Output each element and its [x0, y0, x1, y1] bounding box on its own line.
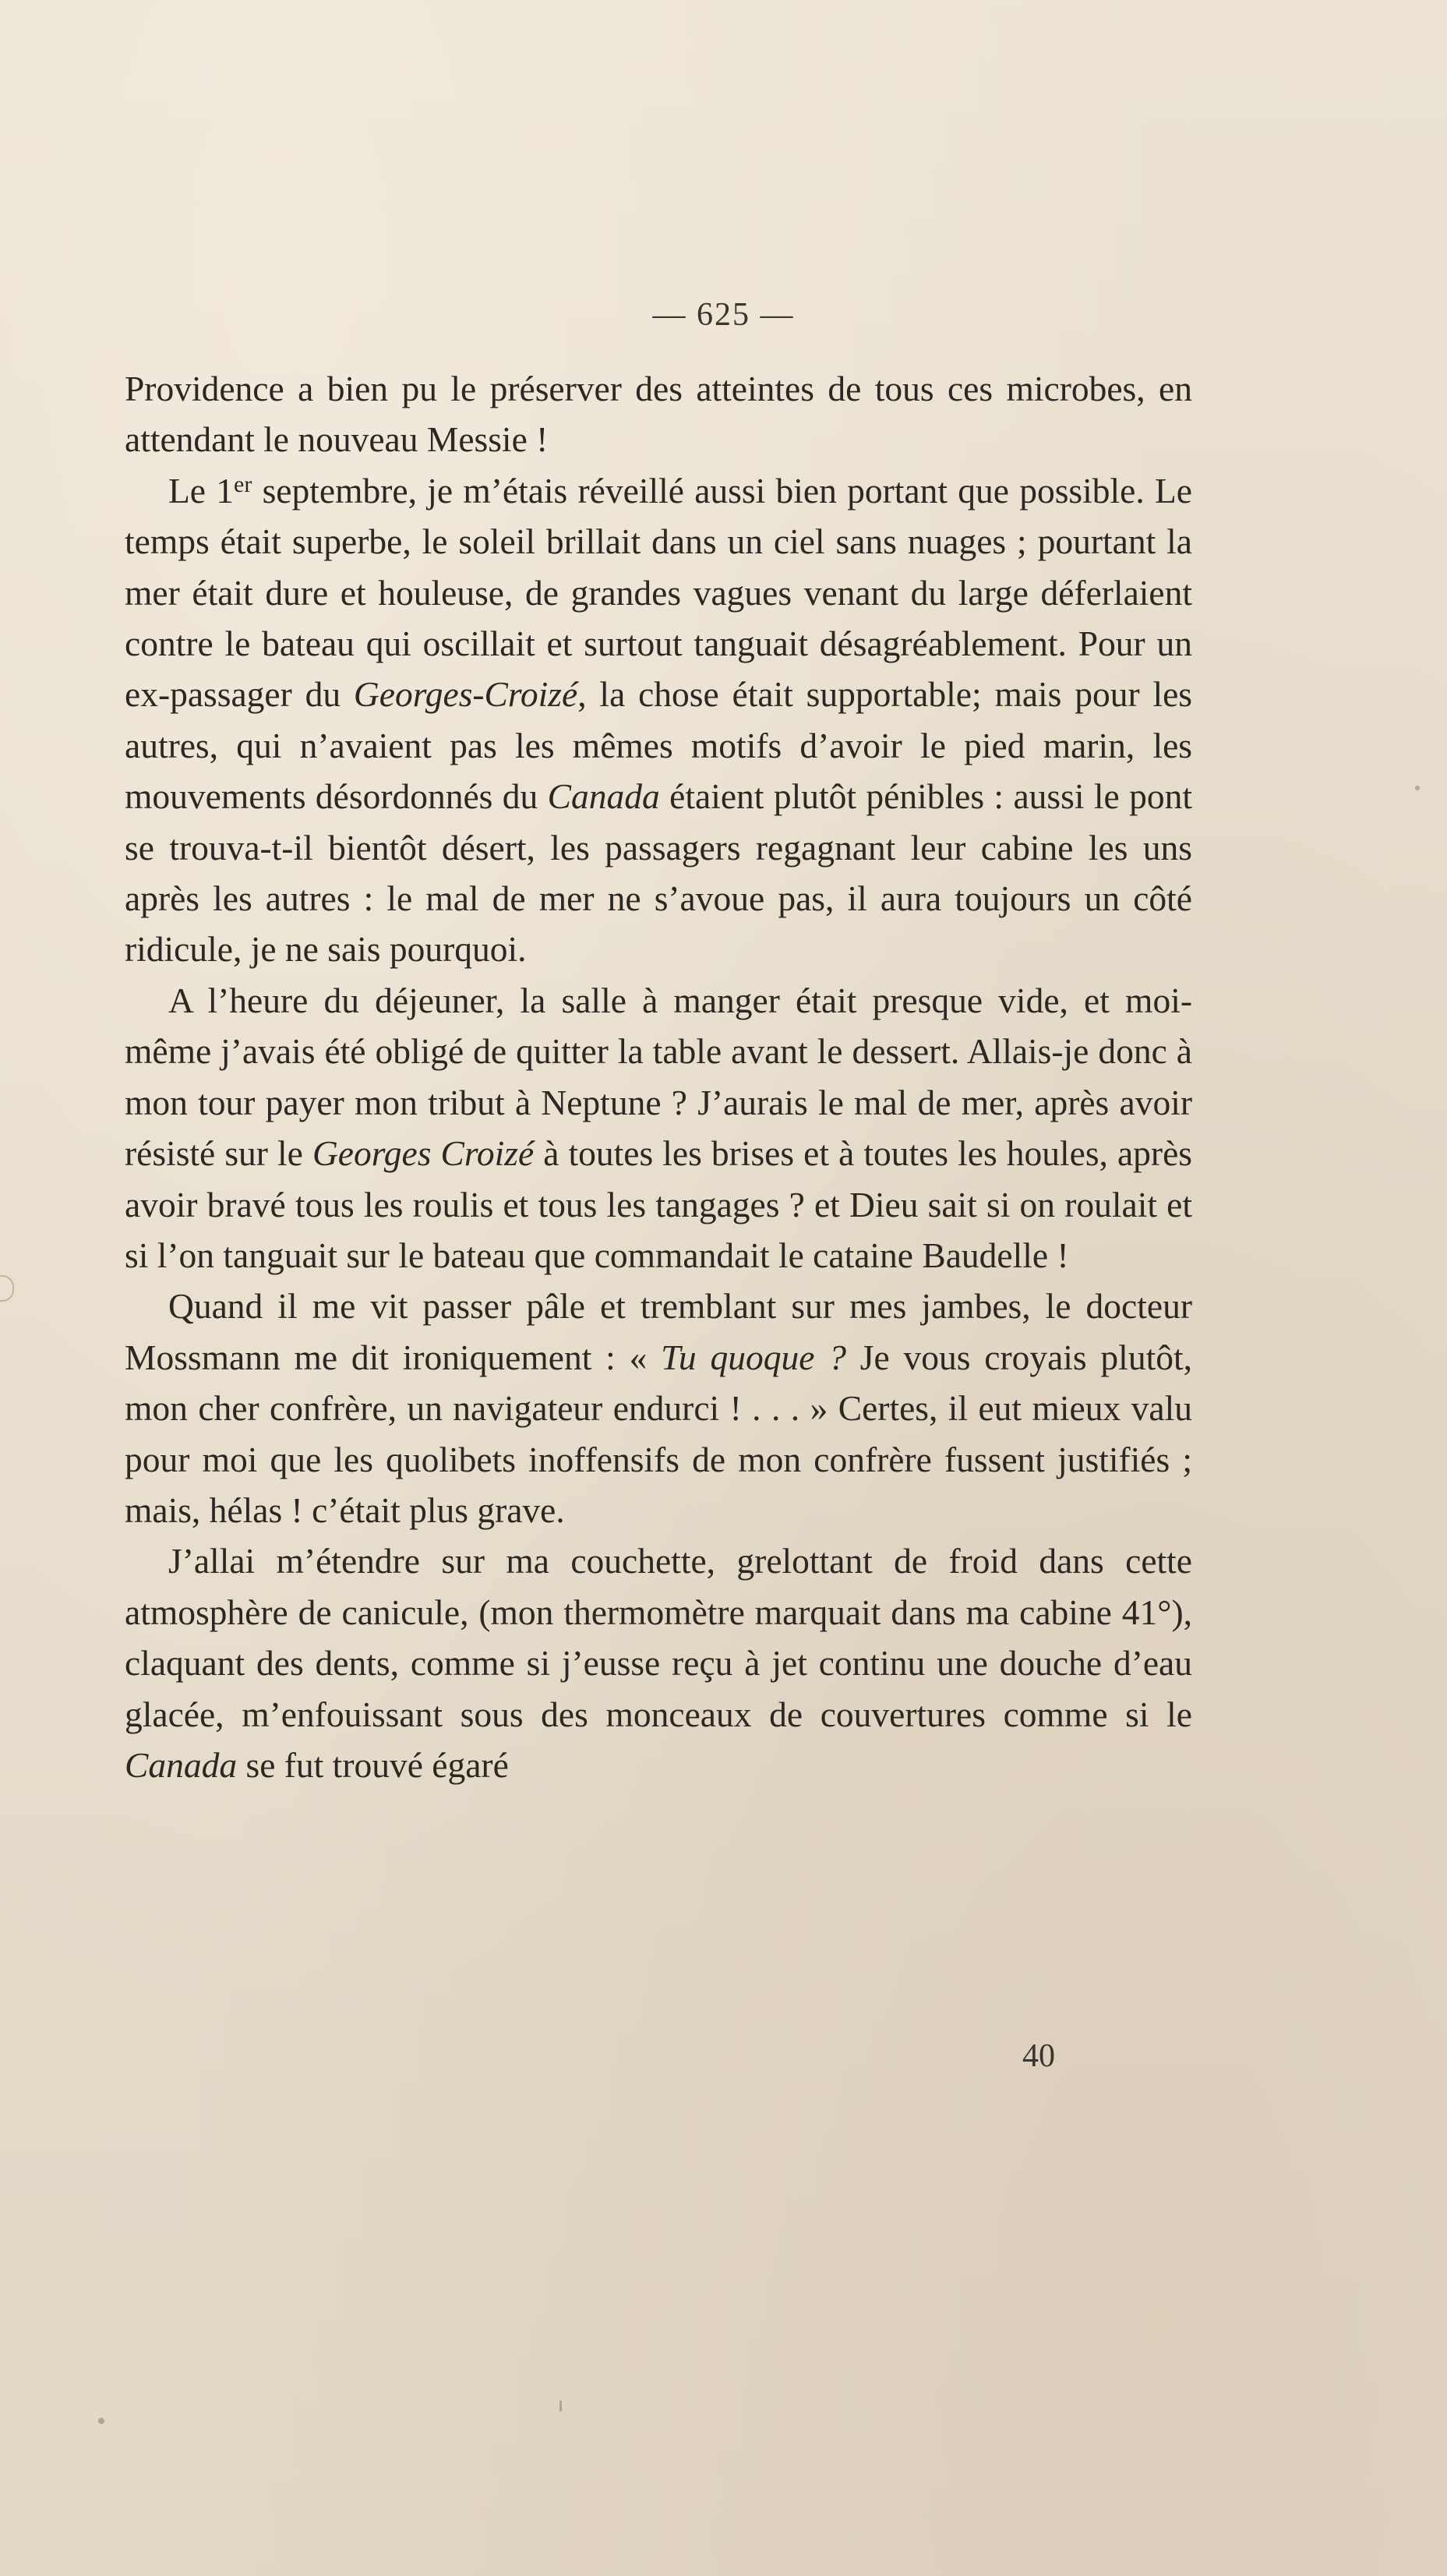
paragraph-1 — [125, 363, 1192, 465]
paragraph-4 — [125, 1281, 1192, 1535]
paper-speck — [98, 2418, 104, 2424]
superscript-text: er — [234, 471, 252, 497]
text-run: A l’heure du déjeuner, la salle à manger était presque vide, et moi-même j’avais été obligé de quitter la table avant le dessert. Allais-je donc à mon tour payer mon tribut à Neptune ? J’aurais le mal de mer, après avoir résisté sur le — [125, 980, 1192, 1174]
body-text — [125, 363, 1192, 1790]
italic-text: Tu quoque ? — [661, 1337, 846, 1377]
text-run: se fut trouvé égaré — [237, 1744, 509, 1785]
paper-speck — [1415, 786, 1420, 790]
text-run: à toutes les brises et à toutes les houles, après avoir bravé tous les roulis et tous les tangages ? et Dieu sait si on roulait et si l’on tanguait sur le bateau que commandait le cataine Baudelle ! — [125, 1133, 1192, 1275]
paragraph-3 — [125, 975, 1192, 1281]
text-run: Je vous croyais plutôt, mon cher confrère, un navigateur endurci ! . . . » Certes, il eut mieux valu pour moi que les quolibets inoffensifs de mon confrère fussent justifiés ; mais, hélas ! c’était plus grave. — [125, 1337, 1192, 1530]
italic-text: Canada — [125, 1744, 238, 1785]
text-run: Le 1 — [168, 470, 235, 511]
paragraph-2 — [125, 465, 1192, 975]
italic-text: Georges Croizé — [312, 1133, 535, 1174]
paper-speck — [559, 2401, 562, 2412]
signature-mark: 40 — [1022, 2038, 1055, 2074]
text-run: Providence a bien pu le préserver des atteintes de tous ces microbes, en attendant le nouveau Messie ! — [125, 369, 1192, 460]
text-run: étaient plutôt pénibles : aussi le pont se trouva-t-il bientôt désert, les passagers regagnant leur cabine les uns après les autres : le mal de mer ne s’avoue pas, il aura toujours un côté ridicule, je ne sais pourquoi. — [125, 776, 1192, 970]
page-edge-mark — [0, 1275, 14, 1302]
italic-text: Canada — [547, 776, 660, 817]
text-run: septembre, je m’étais réveillé aussi bien portant que possible. Le temps était superbe, le soleil brillait dans un ciel sans nuages ; pourtant la mer était dure et houleuse, de grandes vagues venant du large déferlaient contre le bateau qui oscillait et surtout tanguait désagréablement. Pour un ex-passager du — [125, 470, 1192, 715]
paragraph-5 — [125, 1535, 1192, 1790]
text-run: Quand il me vit passer pâle et tremblant sur mes jambes, le docteur Mossmann me dit ironiquement : « — [125, 1286, 1192, 1377]
page-number-header: — 625 — — [652, 297, 795, 333]
text-run: , la chose était supportable; mais pour les autres, qui n’avaient pas les mêmes motifs d’avoir le pied marin, les mouvements désordonnés du — [125, 674, 1192, 817]
text-run: J’allai m’étendre sur ma couchette, grelottant de froid dans cette atmosphère de canicule, (mon thermomètre marquait dans ma cabine 41°), claquant des dents, comme si j’eusse reçu à jet continu une douche d’eau glacée, m’enfouissant sous des monceaux de couvertures comme si le — [125, 1541, 1192, 1734]
italic-text: Georges-Croizé — [353, 674, 578, 715]
